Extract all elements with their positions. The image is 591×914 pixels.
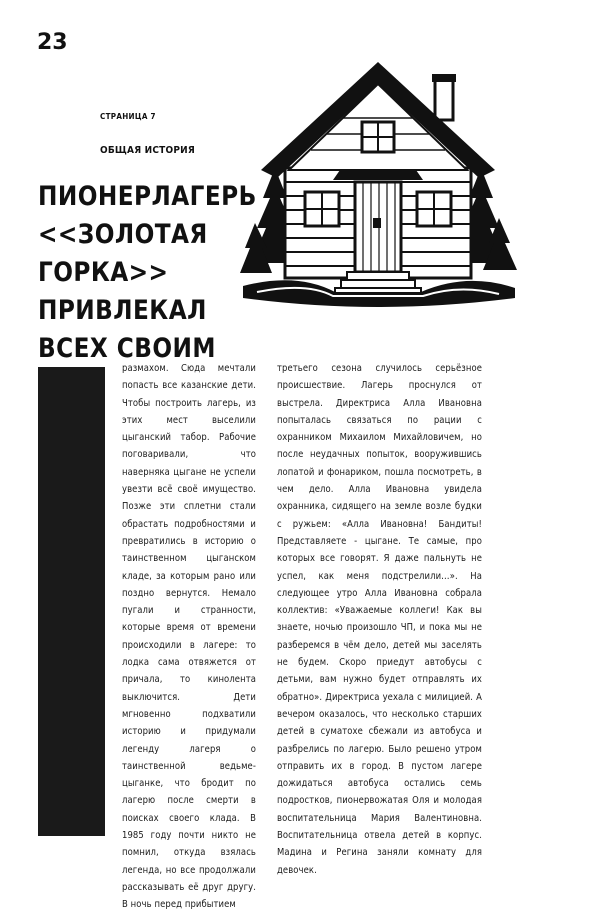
body-column-right [277,360,482,879]
page-reference: СТРАНИЦА 7 [100,112,156,121]
headline-line: ПРИВЛЕКАЛ [38,295,207,326]
headline-line: ГОРКА>> [38,257,169,288]
headline-line: ПИОНЕРЛАГЕРЬ [38,181,257,212]
page-number: 23 [37,30,68,55]
body-column-left [122,360,256,914]
headline-line: <<ЗОЛОТАЯ [38,219,208,250]
headline [38,178,257,368]
body-text-left: размахом. Сюда мечтали попасть все казанские дети. Чтобы построить лагерь, из этих мест выселили цыганский табор. Рабочие поговаривали, что наверняка цыгане не успели увезти всё своё имущество. Позже эти сплетни стали обрастать подробностями и превратились в историю о таинственном цыганском кладе, за которым рано или поздно вернутся. Немало пугали и странности, которые время от времени происходили в лагере: то лодка сама отвяжется от причала, то кинолента выключится. Дети мгновенно подхватили историю и придумали легенду лагеря о таинственной ведьме-цыганке, что бродит по лагерю после смерти в поисках своего клада. В 1985 году почти никто не помнил, откуда взялась легенда, но все продолжали рассказывать её друг другу. В ночь перед прибытием [122,363,256,911]
headline-line: ВСЕХ СВОИМ [38,333,216,364]
body-text-right: третьего сезона случилось серьёзное происшествие. Лагерь проснулся от выстрела. Директриса Алла Ивановна попыталась связаться по рации с охранником Михаилом Михайловичем, но после неудачных попыток, вооружившись лопатой и фонариком, пошла посмотреть, в чем дело. Алла Ивановна увидела охранника, сидящего на земле возле будки с ружьем: «Алла Ивановна! Бандиты! Представляете - цыгане. Те самые, про которых все говорят. Я даже пальнуть не успел, как меня подстрелили…». На следующее утро Алла Ивановна собрала коллектив: «Уважаемые коллеги! Как вы знаете, ночью произошло ЧП, и пока мы не разберемся в чём дело, детей мы заселять не будем. Скоро приедут автобусы с детьми, вам нужно будет отправлять их обратно». Директриса уехала с милицией. А вечером оказалось, что несколько старших детей в суматохе сбежали из автобуса и разбрелись по лагерю. Было решено утром отправить их в город. В пустом лагере дожидаться автобуса остались семь подростков, пионервожатая Оля и молодая воспитательница Мария Валентиновна. Воспитательница отвела детей в корпус. Мадина и Регина заняли комнату для девочек. [277,363,482,876]
section-label: ОБЩАЯ ИСТОРИЯ [100,145,196,156]
log-cabin-illustration [237,58,519,314]
decorative-black-bar [38,367,105,836]
